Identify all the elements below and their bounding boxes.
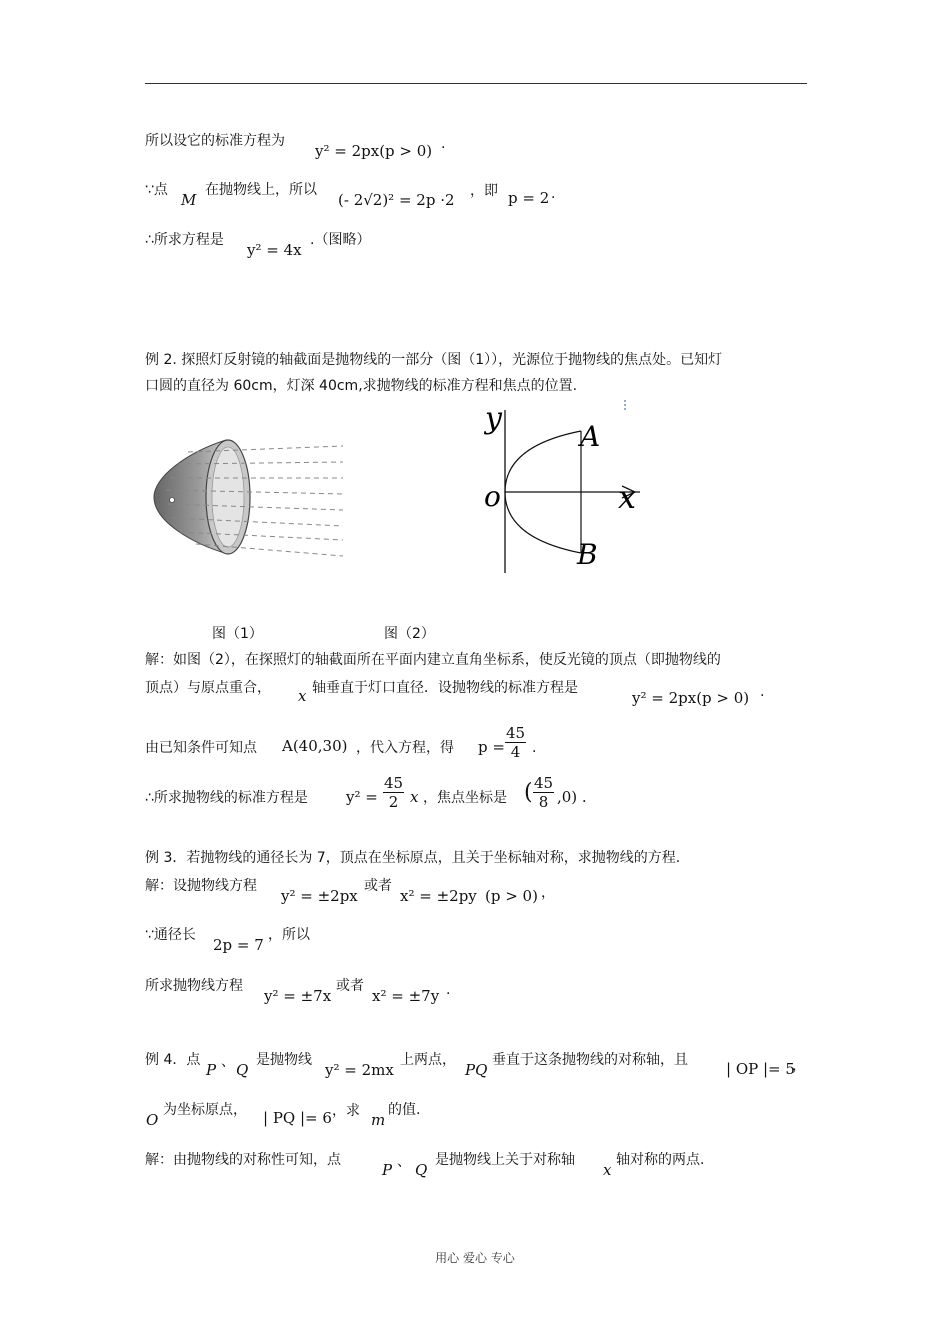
math-var: M xyxy=(181,191,197,209)
text-line: ，所以 xyxy=(268,927,310,943)
text-line: 由已知条件可知点 xyxy=(145,740,257,756)
equation: y² = xyxy=(346,788,378,806)
point-b-label: B xyxy=(577,538,598,571)
math-var: PQ xyxy=(465,1061,488,1079)
text-line: 是抛物线上关于对称轴 xyxy=(435,1152,575,1168)
text-line: ∵点 xyxy=(145,182,168,198)
text-line: . xyxy=(760,684,765,700)
text-line: ， xyxy=(541,885,555,901)
math-var: x xyxy=(603,1161,612,1179)
equation: | PQ |= 6 xyxy=(263,1109,332,1127)
fraction-numerator: 45 xyxy=(534,774,554,792)
fraction-denominator: 4 xyxy=(510,743,521,761)
header-rule xyxy=(145,83,807,84)
equation: y² = 2px(p > 0) xyxy=(632,689,750,707)
equation: p = 2 xyxy=(508,189,550,207)
text-line: ，求 xyxy=(332,1103,360,1119)
fraction xyxy=(383,774,404,811)
page-footer: 用心 爱心 专心 xyxy=(435,1251,515,1265)
text-line: ∴所求抛物线的标准方程是 xyxy=(145,790,308,806)
text-line: 的值. xyxy=(388,1102,421,1118)
fraction-denominator: 2 xyxy=(388,793,399,811)
y-label: y xyxy=(485,401,502,436)
figure-caption: 图（2） xyxy=(384,626,435,642)
paragraph-line: 例 2. 探照灯反射镜的轴截面是抛物线的一部分（图（1）），光源位于抛物线的焦点处。已知灯 xyxy=(145,352,723,368)
text-line: . xyxy=(532,740,537,756)
text-line: 所求抛物线方程 xyxy=(145,978,243,994)
text-line: 在抛物线上，所以 xyxy=(205,182,317,198)
searchlight-figure xyxy=(148,432,348,562)
text-line: 轴对称的两点. xyxy=(616,1152,705,1168)
text-line: .（图略） xyxy=(310,232,371,248)
text-line: ∴所求方程是 xyxy=(145,232,224,248)
paragraph-line: 例 3．若抛物线的通径长为 7，顶点在坐标原点，且关于坐标轴对称，求抛物线的方程. xyxy=(145,850,681,866)
equation: (p > 0) xyxy=(485,887,538,905)
paragraph-line: 解：如图（2），在探照灯的轴截面所在平面内建立直角坐标系，使反光镜的顶点（即抛物线的 xyxy=(145,652,721,668)
origin-label: o xyxy=(484,480,501,513)
equation: y² = ±7x xyxy=(264,987,332,1005)
fraction-denominator: 8 xyxy=(538,793,549,811)
x-label: x xyxy=(618,478,637,516)
paren: ( xyxy=(524,780,533,805)
text-line: 上两点， xyxy=(400,1052,456,1068)
equation: 2p = 7 xyxy=(213,936,264,954)
equation: A(40,30) xyxy=(282,737,348,755)
text-line: 、 xyxy=(397,1154,411,1170)
text-line: ，即 xyxy=(470,183,498,199)
fraction-numerator: 45 xyxy=(384,774,404,792)
equation: y² = 2px(p > 0) xyxy=(315,142,433,160)
text-line: ，代入方程，得 xyxy=(356,740,454,756)
math-var: x xyxy=(410,788,419,806)
fraction-numerator: 45 xyxy=(506,724,526,742)
math-var: O xyxy=(146,1111,159,1129)
text-line: . xyxy=(441,136,446,152)
text-line: ，焦点坐标是 xyxy=(423,790,507,806)
text-line: . xyxy=(446,982,451,998)
equation: ,0) . xyxy=(557,788,587,806)
equation: y² = 4x xyxy=(247,241,302,259)
math-var: Q xyxy=(236,1061,249,1079)
parabola-coordinate-figure xyxy=(480,398,660,578)
text-line: 为坐标原点， xyxy=(163,1102,247,1118)
text-line: 或者 xyxy=(364,878,392,894)
text-line: 解：由抛物线的对称性可知，点 xyxy=(145,1152,341,1168)
fraction xyxy=(505,724,526,761)
text-line: ∵通径长 xyxy=(145,927,196,943)
equation: x² = ±7y xyxy=(372,987,440,1005)
point-a-label: A xyxy=(580,420,601,453)
equation: | OP |= 5 xyxy=(726,1060,795,1078)
math-var: P xyxy=(206,1061,217,1079)
text-line: 垂直于这条抛物线的对称轴，且 xyxy=(492,1052,688,1068)
math-var: P xyxy=(382,1161,393,1179)
equation: y² = ±2px xyxy=(281,887,358,905)
equation: y² = 2mx xyxy=(325,1061,394,1079)
figure-caption: 图（1） xyxy=(212,626,263,642)
text-line: 、 xyxy=(221,1054,235,1070)
equation: (- 2√2)² = 2p ·2 xyxy=(338,191,455,209)
text-line: . xyxy=(551,186,556,202)
math-var: x xyxy=(298,687,307,705)
text-line: 轴垂直于灯口直径．设抛物线的标准方程是 xyxy=(312,680,578,696)
fraction xyxy=(533,774,554,811)
math-var: Q xyxy=(415,1161,428,1179)
text-line: 例 4．点 xyxy=(145,1052,201,1068)
equation: p = xyxy=(478,738,505,756)
text-line: 顶点）与原点重合， xyxy=(145,680,271,696)
math-var: m xyxy=(371,1111,386,1129)
text-line: ， xyxy=(792,1058,806,1074)
text-line: 或者 xyxy=(336,978,364,994)
text-line: 解：设抛物线方程 xyxy=(145,878,257,894)
text-line: 是抛物线 xyxy=(256,1052,312,1068)
text-line: 所以设它的标准方程为 xyxy=(145,133,285,149)
paragraph-line: 口圆的直径为 60cm，灯深 40cm,求抛物线的标准方程和焦点的位置. xyxy=(145,378,578,394)
equation: x² = ±2py xyxy=(400,887,477,905)
